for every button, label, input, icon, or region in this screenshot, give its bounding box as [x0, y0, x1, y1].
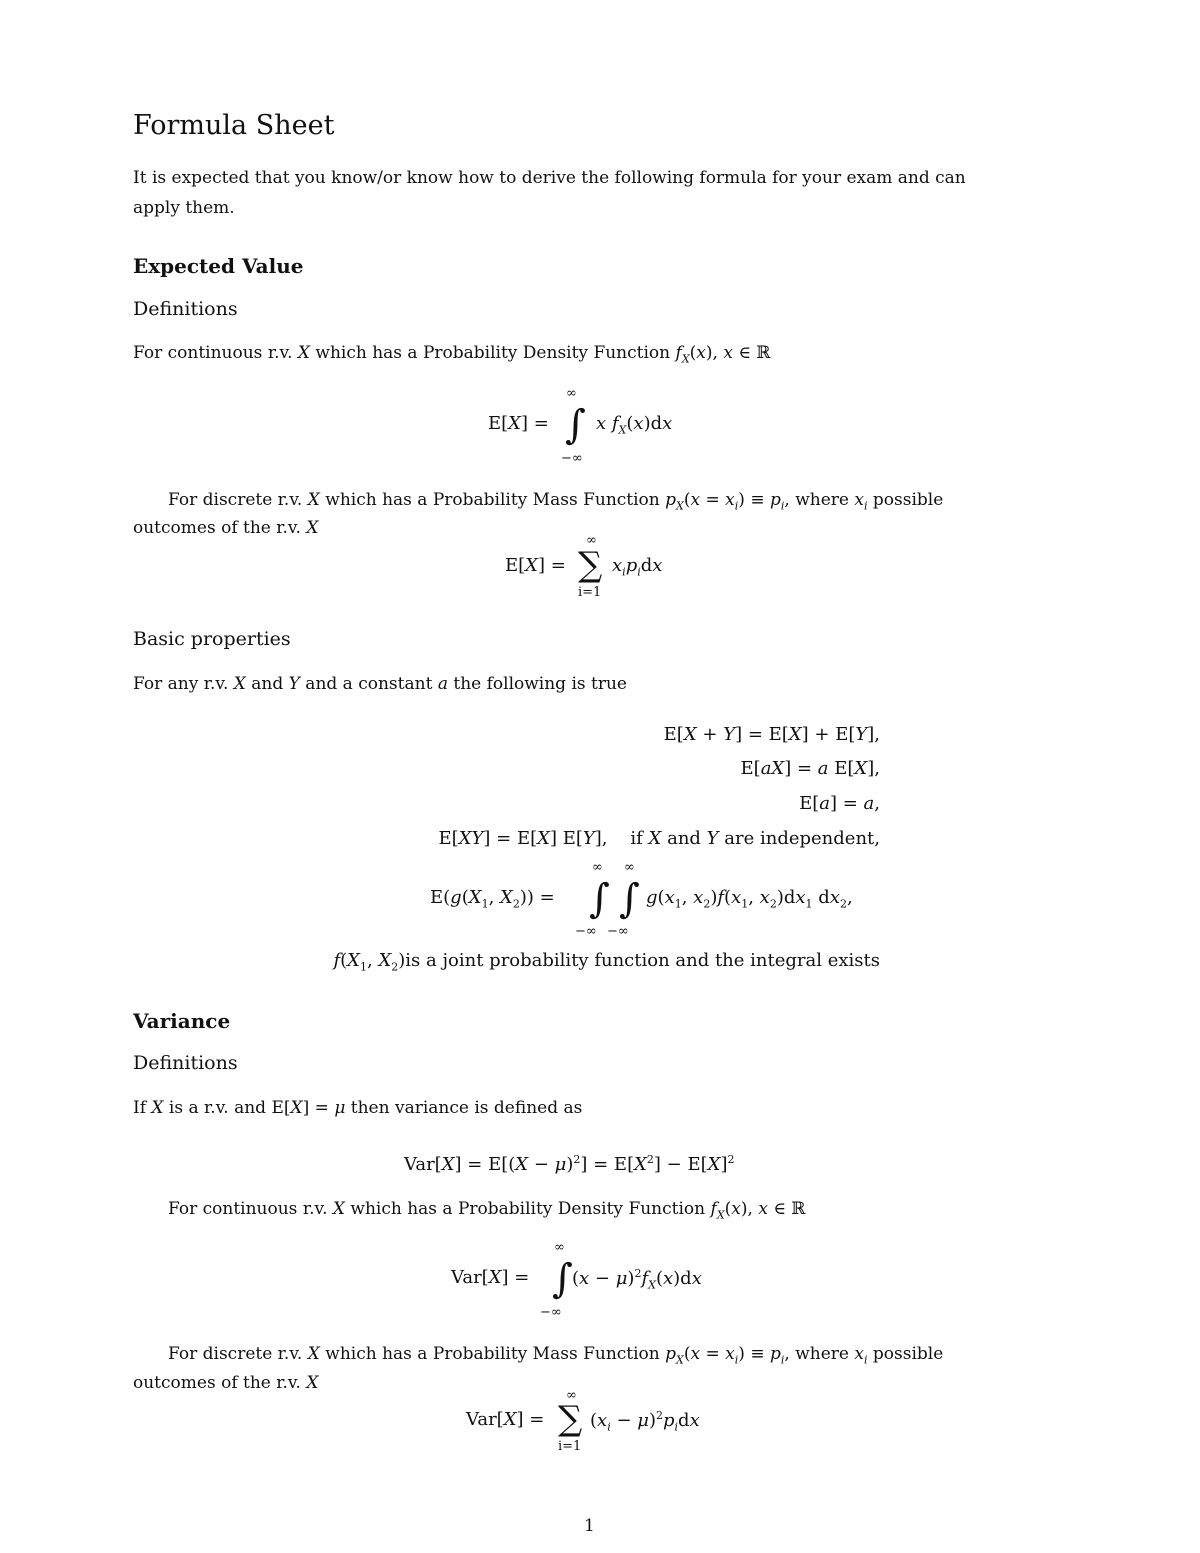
variance-definition-equation: $Var[X] = E[(X - \mu)^2] = E[X^2] - E[X]^2$: [404, 1153, 735, 1175]
var-integral-sign: ∫: [552, 1256, 573, 1302]
integral-sign: ∫: [565, 402, 586, 448]
var-sum-lower: i=1: [558, 1439, 582, 1454]
property-joint-integrand: $g(x_1$, $x_2)f(x_1$, $x_2)dx_1$ $dx_2$,: [646, 887, 853, 911]
expected-discrete-equation: E[X] =: [505, 555, 566, 576]
expected-continuous-text: For continuous r.v. X which has a Probability Density Function $f_X(x)$, x ∈ ℝ: [133, 343, 771, 366]
expected-discrete-text-2: outcomes of the r.v. X: [133, 518, 319, 538]
property-constant: E[a] = a,: [799, 793, 880, 814]
joint-int2-lower: −∞: [607, 924, 629, 939]
page-title: Formula Sheet: [133, 110, 335, 141]
expected-continuous-integrand: x $f_X(x)dx$: [596, 413, 673, 437]
variance-continuous-integrand: $(x - \mu)^2f_X(x)dx$: [572, 1267, 702, 1292]
int-lower-limit: −∞: [561, 451, 583, 466]
intro-line-1: It is expected that you know/or know how to derive the following formula for your exam and can: [133, 168, 966, 188]
sum-upper-limit: ∞: [586, 533, 597, 548]
intro-line-2: apply them.: [133, 198, 235, 218]
var-sum-sign: ∑: [558, 1399, 583, 1439]
variance-continuous-equation: Var[X] =: [451, 1267, 530, 1288]
joint-integral-sign-2: ∫: [619, 876, 640, 922]
int-upper-limit: ∞: [566, 386, 577, 401]
property-joint-lhs: $E(g(X_1$, $X_2$)) =: [430, 887, 555, 911]
joint-int2-upper: ∞: [624, 860, 635, 875]
var-int-lower: −∞: [540, 1305, 562, 1320]
variance-discrete-text-2: outcomes of the r.v. X: [133, 1373, 319, 1393]
expected-discrete-text-1: For discrete r.v. X which has a Probability Mass Function $p_X(x = x_i) \equiv p_i$, where $x_i$ possible: [168, 490, 944, 513]
variance-definition-text: If X is a r.v. and E[X] = μ then variance is defined as: [133, 1098, 583, 1118]
variance-continuous-text: For continuous r.v. X which has a Probability Density Function $f_X(x)$, x ∈ ℝ: [168, 1199, 806, 1222]
property-independence: E[XY] = E[X] E[Y], if X and Y are independent,: [438, 828, 880, 849]
expected-discrete-summand: $x_ip_idx$: [612, 555, 663, 579]
sum-lower-limit: i=1: [578, 585, 602, 600]
property-linearity: E[X + Y] = E[X] + E[Y],: [663, 724, 880, 745]
expected-value-heading: Expected Value: [133, 254, 304, 278]
variance-discrete-equation: Var[X] =: [466, 1409, 545, 1430]
variance-discrete-text-1: For discrete r.v. X which has a Probability Mass Function $p_X(x = x_i) \equiv p_i$, where $x_i$ possible: [168, 1344, 944, 1367]
property-joint-note: $f(X_1$, $X_2)is$ a joint probability function and the integral exists: [333, 950, 880, 974]
basic-properties-text: For any r.v. X and Y and a constant a the following is true: [133, 674, 627, 694]
variance-discrete-summand: $(x_i - \mu)^2p_idx$: [590, 1409, 700, 1434]
joint-int1-upper: ∞: [592, 860, 603, 875]
var-int-upper: ∞: [554, 1240, 565, 1255]
basic-properties-heading: Basic properties: [133, 628, 291, 650]
variance-definitions-heading: Definitions: [133, 1052, 238, 1074]
page-number: 1: [584, 1516, 595, 1536]
joint-integral-sign-1: ∫: [589, 876, 610, 922]
sum-sign: ∑: [578, 545, 603, 585]
joint-int1-lower: −∞: [575, 924, 597, 939]
property-scaling: E[aX] = a E[X],: [740, 758, 880, 779]
var-sum-upper: ∞: [566, 1388, 577, 1403]
expected-continuous-equation: E[X] =: [488, 413, 549, 434]
variance-heading: Variance: [133, 1009, 231, 1033]
expected-definitions-heading: Definitions: [133, 298, 238, 320]
